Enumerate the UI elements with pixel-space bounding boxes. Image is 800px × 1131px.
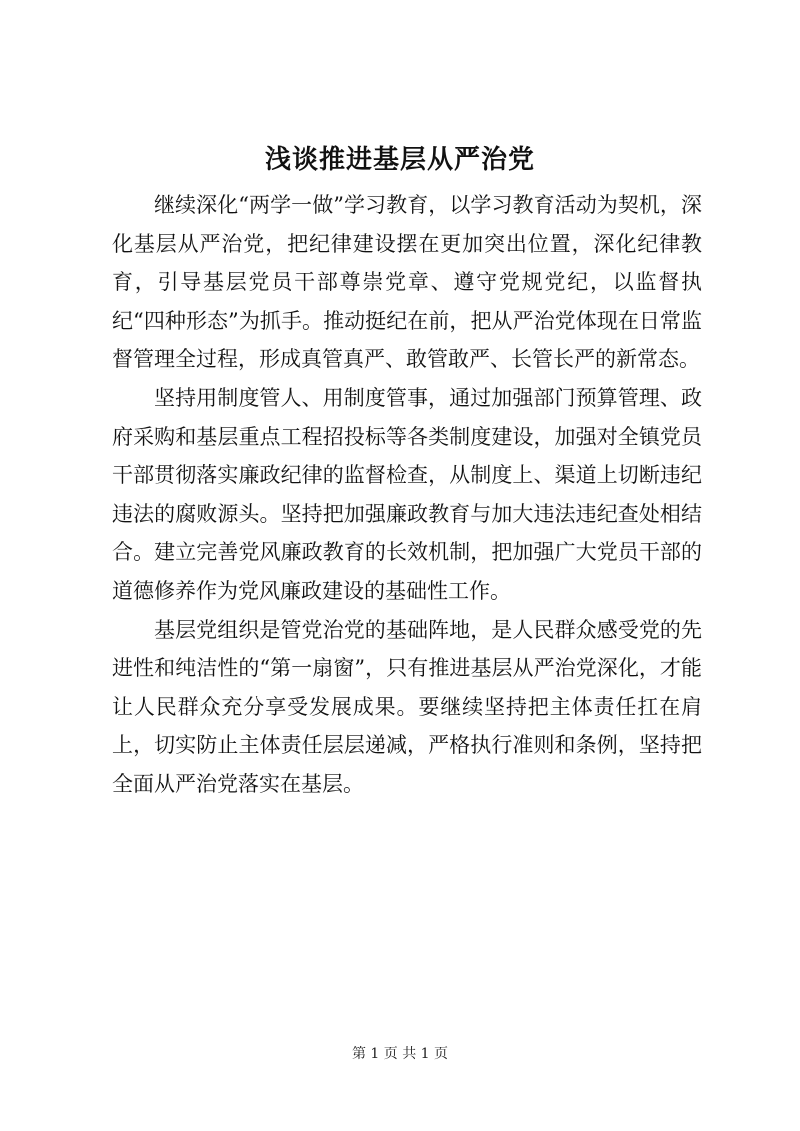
paragraph-3: 基层党组织是管党治党的基础阵地，是人民群众感受党的先进性和纯洁性的“第一扇窗”，只有推进基层从严治党深化，才能让人民群众充分享受发展成果。要继续坚持把主体责任扛在肩上，切实防止主体责任层层递减，严格执行准则和条例，坚持把全面从严治党落实在基层。 <box>112 617 702 796</box>
paragraph-2: 坚持用制度管人、用制度管事，通过加强部门预算管理、政府采购和基层重点工程招投标等各类制度建设，加强对全镇党员干部贯彻落实廉政纪律的监督检查，从制度上、渠道上切断违纪违法的腐败源头。坚持把加强廉政教育与加大违法违纪查处相结合。建立完善党风廉政教育的长效机制，把加强广大党员干部的道德修养作为党风廉政建设的基础性工作。 <box>112 385 702 603</box>
paragraph-1: 继续深化“两学一做”学习教育，以学习教育活动为契机，深化基层从严治党，把纪律建设摆在更加突出位置，深化纪律教育，引导基层党员干部尊崇党章、遵守党规党纪，以监督执纪“四种形态”为抓手。推动挺纪在前，把从严治党体现在日常监督管理全过程，形成真管真严、敢管敢严、长管长严的新常态。 <box>112 193 702 372</box>
document-title: 浅谈推进基层从严治党 <box>264 145 535 175</box>
page-footer: 第 1 页 共 1 页 <box>351 1046 449 1062</box>
document-body <box>112 186 702 804</box>
